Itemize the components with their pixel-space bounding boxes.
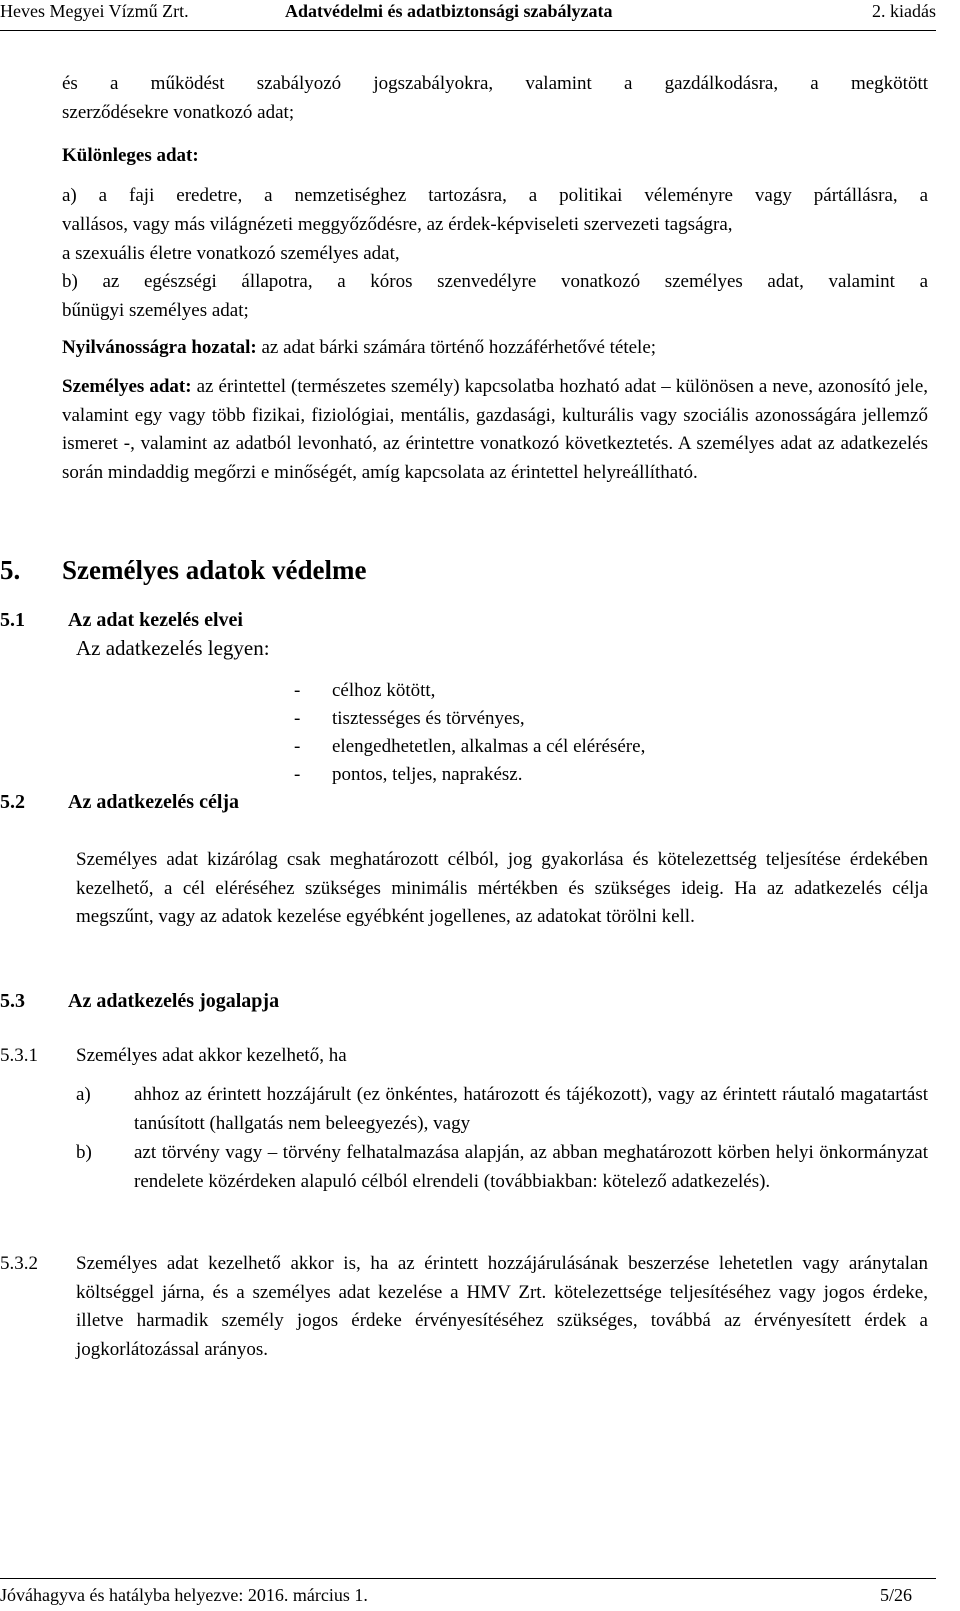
special-a-line-1: a) a faji eredetre, a nemzetiséghez tartozásra, a politikai véleményre vagy pártállásra, a (62, 185, 928, 206)
section-5-3-number: 5.3 (0, 990, 25, 1012)
section-5-3-1-number: 5.3.1 (0, 1045, 38, 1066)
special-a-line-2: vallásos, vagy más világnézeti meggyőződésre, az érdek-képviseleti szervezeti tagságra, (62, 214, 733, 235)
special-b-line-1: b) az egészségi állapotra, a kóros szenvedélyre vonatkozó személyes adat, valamint a (62, 271, 928, 292)
section-5-1-title: Az adat kezelés elvei (68, 609, 243, 631)
page-header (0, 0, 960, 24)
section-5-3-2-number: 5.3.2 (0, 1253, 38, 1274)
section-5-1-number: 5.1 (0, 609, 25, 631)
intro-line-1: és a működést szabályozó jogszabályokra, valamint a gazdálkodásra, a megkötött (62, 73, 928, 94)
section-5-title: Személyes adatok védelme (62, 555, 367, 585)
publication-definition (62, 334, 928, 363)
personal-data-term: Személyes adat: (62, 376, 192, 397)
section-5-2-title: Az adatkezelés célja (68, 791, 240, 813)
section-5-3-title: Az adatkezelés jogalapja (68, 990, 280, 1012)
publication-term: Nyilvánosságra hozatal: (62, 337, 257, 358)
header-edition: 2. kiadás (872, 1, 936, 21)
header-document-title: Adatvédelmi és adatbiztonsági szabályzata (285, 1, 613, 21)
section-5-2-text: Személyes adat kizárólag csak meghatározott célból, jog gyakorlása és kötelezettség teljesítése érdekében kezelhető, a cél eléréséhez szükséges minimális mértékben és szükséges ideig. Ha az adatkezelés célja megszűnt, vagy az adatok kezelése egyébként jogellenes, az adatokat törölni kell. (76, 849, 928, 928)
section-5-2-number: 5.2 (0, 791, 25, 813)
header-divider (0, 30, 936, 31)
footer-divider (0, 1578, 936, 1579)
publication-text: az adat bárki számára történő hozzáférhetővé tétele; (256, 337, 657, 358)
special-a-line-3: a szexuális életre vonatkozó személyes adat, (62, 243, 400, 264)
personal-data-definition (62, 373, 928, 487)
item-a-text: ahhoz az érintett hozzájárult (ez önkéntes, határozott és tájékozott), vagy az érintett ráutaló magatartást tanúsított (hallgatás nem beleegyezés), vagy (134, 1084, 928, 1134)
footer-page-number: 5/26 (879, 1585, 912, 1605)
special-data-term: Különleges adat: (62, 145, 199, 166)
item-a-label: a) (76, 1084, 91, 1105)
intro-line-2: szerződésekre vonatkozó adat; (62, 102, 295, 123)
item-b-text: azt törvény vagy – törvény felhatalmazása alapján, az abban meghatározott körben helyi önkormányzat rendelete közérdeken alapuló célból elrendeli (továbbiakban: kötelező adatkezelés). (134, 1142, 928, 1192)
section-5-3-1-lead: Személyes adat akkor kezelhető, ha (76, 1045, 347, 1066)
item-b-label: b) (76, 1142, 92, 1163)
section-5-1-subtitle: Az adatkezelés legyen: (76, 636, 270, 660)
section-5-3-2-text: Személyes adat kezelhető akkor is, ha az érintett hozzájárulásának beszerzése lehetetlen vagy aránytalan költséggel járna, és a személyes adat kezelése a HMV Zrt. kötelezettsége teljesítéséhez vagy jogos érdeke, illetve harmadik személy jogos érdeke érvényesítéséhez szükséges, továbbá az érvényesített érdek a jogkorlátozással arányos. (76, 1253, 928, 1360)
personal-data-text: az érintettel (természetes személy) kapcsolatba hozható adat – különösen a neve, azonosító jele, valamint egy vagy több fizikai, fiziológiai, mentális, gazdasági, kulturális vagy szociális azonosságára jellemző ismeret -, valamint az adatból levonható, az érintettre vonatkozó következtetés. A személyes adat az adatkezelés során mindaddig megőrzi e minőségét, amíg kapcsolata az érintettel helyreállítható. (62, 376, 928, 483)
header-company: Heves Megyei Vízmű Zrt. (0, 1, 189, 21)
section-5-number: 5. (0, 555, 21, 585)
footer-approval-date: Jóváhagyva és hatályba helyezve: 2016. március 1. (0, 1585, 368, 1605)
special-b-line-2: bűnügyi személyes adat; (62, 300, 249, 321)
